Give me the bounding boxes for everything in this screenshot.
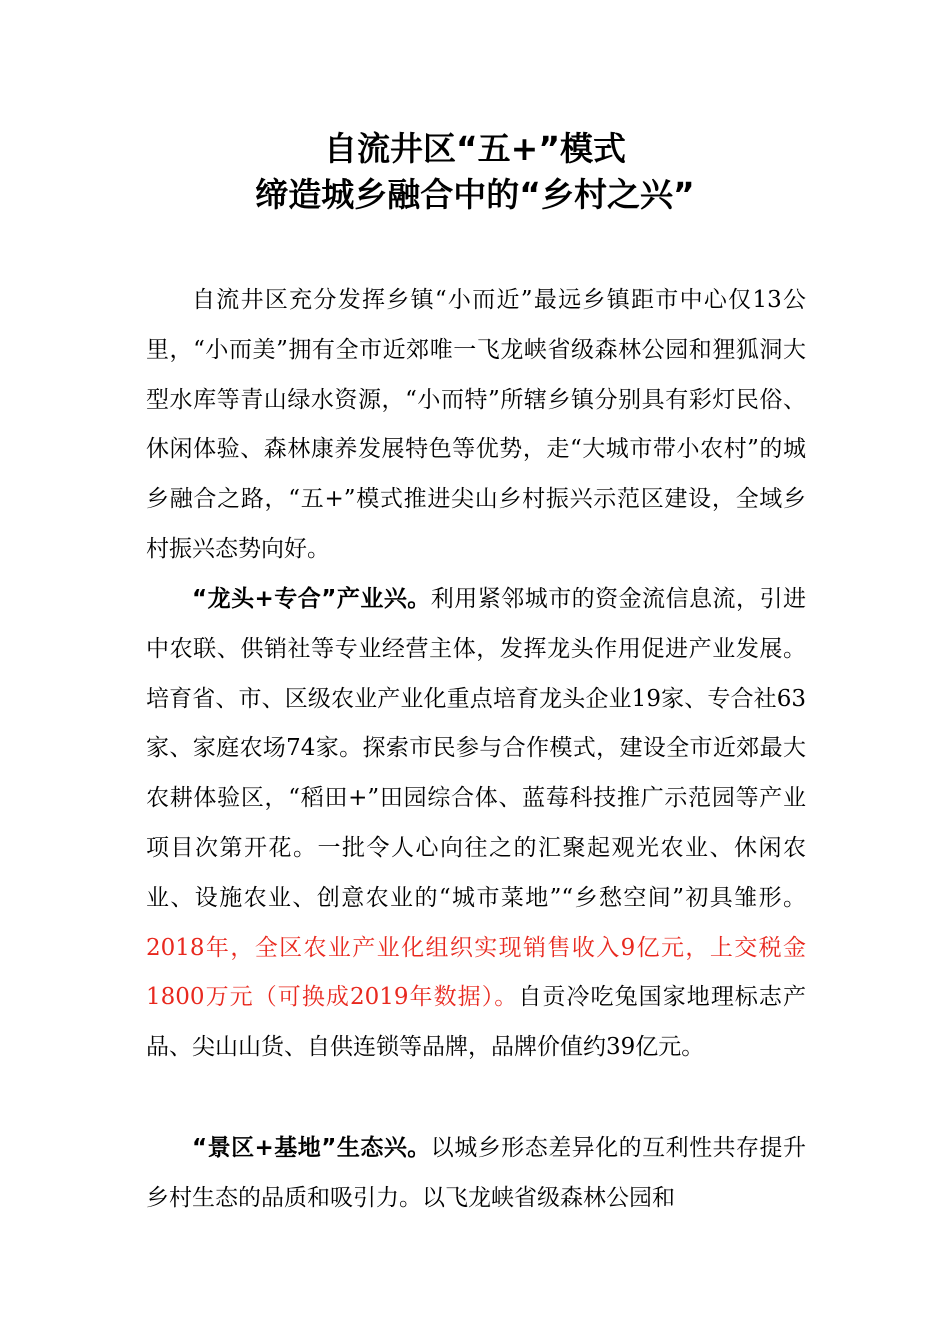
paragraph-ecology-text: 以城乡形态差异化的互利性共存提升乡村生态的品质和吸引力。以飞龙峡省级森林公园和: [146, 1135, 806, 1211]
paragraph-ecology-body: [146, 1124, 806, 1224]
paragraph-industry-body: [146, 575, 806, 1073]
paragraph-ecology: [146, 1124, 806, 1224]
paragraph-ecology-heading: “景区+基地”生态兴。: [192, 1135, 431, 1161]
paragraph-intro: [146, 276, 806, 575]
title-line-2: 缔造城乡融合中的“乡村之兴”: [255, 175, 695, 214]
paragraph-intro-text: 自流井区充分发挥乡镇“小而近”最远乡镇距市中心仅13公里，“小而美”拥有全市近郊唯一飞龙峡省级森林公园和狸狐洞大型水库等青山绿水资源，“小而特”所辖乡镇分别具有彩灯民俗、休闲体验、森林康养发展特色等优势，走“大城市带小农村”的城乡融合之路，“五+”模式推进尖山乡村振兴示范区建设，全域乡村振兴态势向好。: [146, 287, 806, 562]
paragraph-industry-highlight: 2018年，全区农业产业化组织实现销售收入9亿元，上交税金1800万元（可换成2019年数据）。: [146, 934, 806, 1011]
paragraph-industry-heading: “龙头+专合”产业兴。: [192, 586, 431, 612]
paragraph-industry-text: 利用紧邻城市的资金流信息流，引进中农联、供销社等专业经营主体，发挥龙头作用促进产业发展。培育省、市、区级农业产业化重点培育龙头企业19家、专合社63家、家庭农场74家。探索市民参与合作模式，建设全市近郊最大农耕体验区，“稻田+”田园综合体、蓝莓科技推广示范园等产业项目次第开花。一批令人心向往之的汇聚起观光农业、休闲农业、设施农业、创意农业的“城市菜地”“乡愁空间”初具雏形。: [146, 586, 806, 911]
title-line-1: 自流井区“五+”模式: [323, 129, 627, 168]
paragraph-industry-text-after: 自贡冷吃兔国家地理标志产品、尖山山货、自供连锁等品牌，品牌价值约39亿元。: [146, 984, 806, 1061]
paragraph-industry: [146, 575, 806, 1073]
